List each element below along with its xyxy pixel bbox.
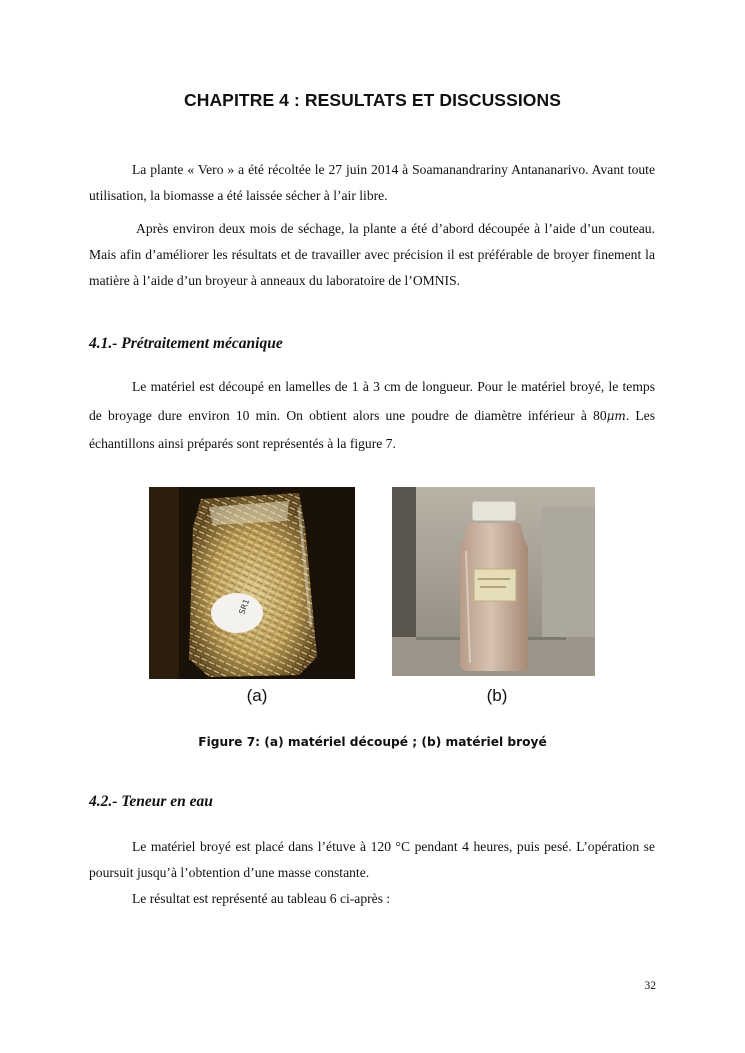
chapter-title: CHAPITRE 4 : RESULTATS ET DISCUSSIONS bbox=[183, 90, 562, 110]
figure-label-b: (b) bbox=[486, 686, 508, 705]
section-4-1-paragraph bbox=[89, 373, 655, 459]
figure-label-a: (a) bbox=[246, 686, 268, 705]
intro-paragraph-1-text: La plante « Vero » a été récoltée le 27 juin 2014 à Soamanandrariny Antananarivo. Avant toute utilisation, la biomasse a été laissée sécher à l’air libre. bbox=[89, 162, 655, 203]
section-4-2-text-1: Le matériel broyé est placé dans l’étuve à 120 °C pendant 4 heures, puis pesé. L’opération se poursuit jusqu’à l’obtention d’une masse constante. bbox=[89, 839, 655, 880]
jar-of-powder-image bbox=[392, 487, 595, 676]
svg-text:SR1: SR1 bbox=[237, 597, 252, 616]
photo-cut-material bbox=[149, 487, 355, 679]
section-4-1-text: Le matériel est découpé en lamelles de 1 à 3 cm de longueur. Pour le matériel broyé, le temps de broyage dure environ 10 min. On obtient alors une poudre de diamètre inférieur à 80 bbox=[89, 379, 655, 423]
intro-paragraph-1 bbox=[89, 157, 655, 209]
page-number: 32 bbox=[644, 980, 656, 992]
section-4-2-text-2: Le résultat est représenté au tableau 6 ci-après : bbox=[132, 891, 391, 906]
section-heading-4-2: 4.2.- Teneur en eau bbox=[89, 793, 213, 810]
micrometer-unit: μm bbox=[606, 408, 626, 423]
intro-paragraph-2-text: Après environ deux mois de séchage, la plante a été d’abord découpée à l’aide d’un couteau. Mais afin d’améliorer les résultats et de travailler avec précision il est préférable de broyer finement la matière à l’aide d’un broyeur à anneaux du laboratoire de l’OMNIS. bbox=[89, 221, 655, 288]
section-heading-4-1: 4.1.- Prétraitement mécanique bbox=[89, 335, 283, 352]
section-4-1-text-end: . Les échantillons ainsi préparés sont représentés à la figure 7. bbox=[89, 407, 655, 451]
bag-of-chopped-plant-image bbox=[149, 487, 355, 679]
section-4-2-paragraph-2 bbox=[89, 886, 655, 912]
intro-paragraph-2 bbox=[89, 216, 655, 294]
photo-ground-material bbox=[392, 487, 595, 676]
section-4-2-paragraph-1 bbox=[89, 834, 655, 886]
figure-caption: Figure 7: (a) matériel découpé ; (b) matériel broyé bbox=[198, 735, 547, 749]
